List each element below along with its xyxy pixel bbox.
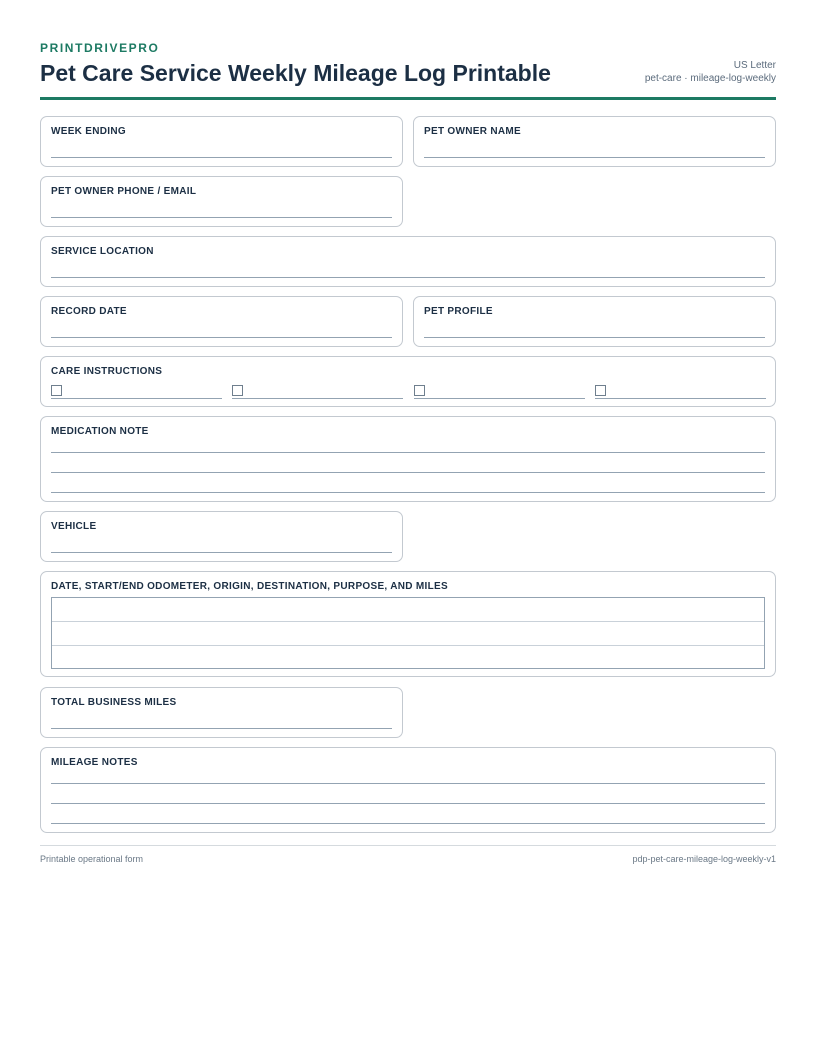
write-line bbox=[51, 783, 765, 784]
write-line bbox=[232, 398, 403, 399]
write-line bbox=[51, 157, 392, 158]
care-checkbox-4[interactable] bbox=[595, 385, 766, 399]
field-label: MEDICATION NOTE bbox=[51, 426, 149, 437]
write-line bbox=[51, 277, 765, 278]
trip-log-table-field bbox=[40, 571, 776, 677]
checkbox-icon[interactable] bbox=[414, 385, 425, 396]
write-line bbox=[51, 337, 392, 338]
footer-left-text: Printable operational form bbox=[40, 854, 144, 864]
medication-note-field[interactable] bbox=[40, 416, 776, 502]
week-ending-field[interactable] bbox=[40, 116, 403, 167]
pet-owner-contact-field[interactable] bbox=[40, 176, 403, 227]
header-rule bbox=[40, 97, 776, 100]
write-line bbox=[51, 452, 765, 453]
footer-rule bbox=[40, 845, 776, 846]
checkbox-icon[interactable] bbox=[51, 385, 62, 396]
field-label: PET OWNER PHONE / EMAIL bbox=[51, 186, 197, 197]
field-label: CARE INSTRUCTIONS bbox=[51, 366, 163, 377]
record-date-field[interactable] bbox=[40, 296, 403, 347]
field-label: PET PROFILE bbox=[424, 306, 493, 317]
write-line bbox=[51, 803, 765, 804]
write-line bbox=[51, 217, 392, 218]
paper-size-label: US Letter bbox=[733, 60, 776, 71]
write-line bbox=[51, 823, 765, 824]
checkbox-icon[interactable] bbox=[595, 385, 606, 396]
mileage-notes-field[interactable] bbox=[40, 747, 776, 833]
total-business-miles-field[interactable] bbox=[40, 687, 403, 738]
write-line bbox=[595, 398, 766, 399]
care-checkbox-1[interactable] bbox=[51, 385, 222, 399]
field-label: TOTAL BUSINESS MILES bbox=[51, 697, 177, 708]
form-slug-label: pet-care · mileage-log-weekly bbox=[644, 73, 776, 84]
care-checkbox-2[interactable] bbox=[232, 385, 403, 399]
vehicle-field[interactable] bbox=[40, 511, 403, 562]
care-instructions-field bbox=[40, 356, 776, 407]
field-label: PET OWNER NAME bbox=[424, 126, 521, 137]
write-line bbox=[424, 337, 765, 338]
table-row-divider bbox=[52, 645, 764, 646]
footer-form-id: pdp-pet-care-mileage-log-weekly-v1 bbox=[632, 854, 776, 864]
field-label: WEEK ENDING bbox=[51, 126, 126, 137]
write-line bbox=[414, 398, 585, 399]
page-meta bbox=[645, 59, 776, 85]
brand-logo-text: PRINTDRIVEPRO bbox=[40, 41, 160, 55]
checkbox-icon[interactable] bbox=[232, 385, 243, 396]
table-row-divider bbox=[52, 621, 764, 622]
page-title: Pet Care Service Weekly Mileage Log Printable bbox=[40, 60, 551, 86]
trip-log-grid bbox=[51, 597, 765, 669]
field-label: SERVICE LOCATION bbox=[51, 246, 154, 257]
field-label: DATE, START/END ODOMETER, ORIGIN, DESTINATION, PURPOSE, AND MILES bbox=[51, 581, 448, 592]
write-line bbox=[51, 728, 392, 729]
pet-owner-name-field[interactable] bbox=[413, 116, 776, 167]
pet-profile-field[interactable] bbox=[413, 296, 776, 347]
field-label: VEHICLE bbox=[51, 521, 97, 532]
field-label: RECORD DATE bbox=[51, 306, 127, 317]
care-checkbox-3[interactable] bbox=[414, 385, 585, 399]
write-line bbox=[51, 492, 765, 493]
write-line bbox=[51, 472, 765, 473]
write-line bbox=[424, 157, 765, 158]
service-location-field[interactable] bbox=[40, 236, 776, 287]
field-label: MILEAGE NOTES bbox=[51, 757, 138, 768]
write-line bbox=[51, 398, 222, 399]
write-line bbox=[51, 552, 392, 553]
